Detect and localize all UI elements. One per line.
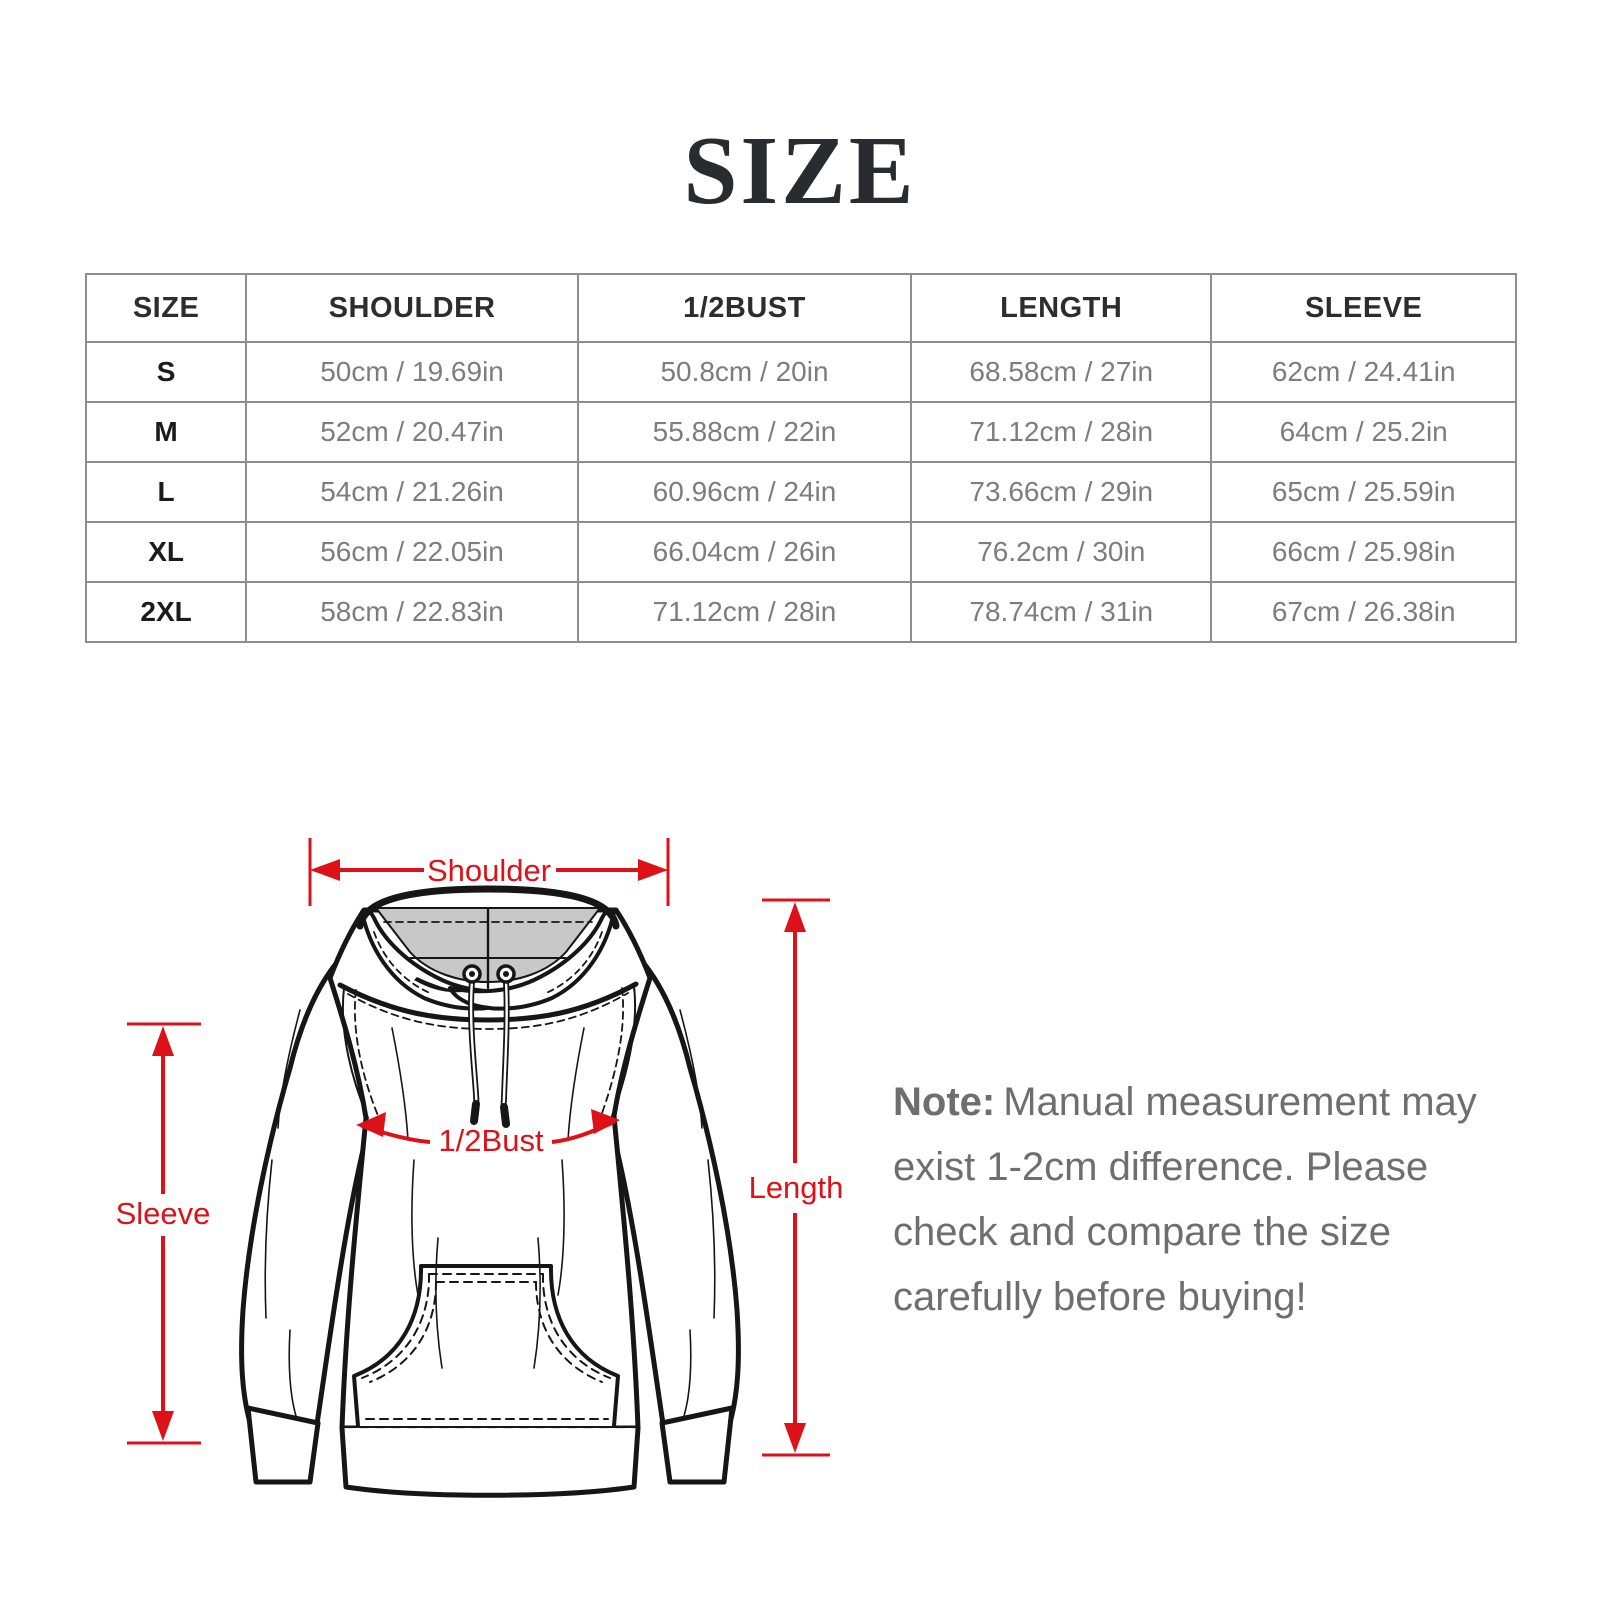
cell-size: M: [86, 402, 246, 462]
length-measure: [749, 900, 844, 1455]
shoulder-measure-label: Shoulder: [426, 853, 552, 888]
cell-sleeve: 65cm / 25.59in: [1211, 462, 1516, 522]
note-label: Note:: [893, 1080, 996, 1124]
page-title: SIZE: [683, 117, 917, 224]
cell-bust: 55.88cm / 22in: [578, 402, 911, 462]
cell-sleeve: 64cm / 25.2in: [1211, 402, 1516, 462]
cell-sleeve: 62cm / 24.41in: [1211, 342, 1516, 402]
cell-size: L: [86, 462, 246, 522]
header-bust: 1/2BUST: [578, 274, 911, 342]
cell-size: XL: [86, 522, 246, 582]
right-cuff: [662, 1408, 732, 1482]
note: [893, 1070, 1493, 1330]
header-sleeve: SLEEVE: [1211, 274, 1516, 342]
cell-shoulder: 56cm / 22.05in: [246, 522, 578, 582]
header-size: SIZE: [86, 274, 246, 342]
cell-shoulder: 50cm / 19.69in: [246, 342, 578, 402]
cell-size: 2XL: [86, 582, 246, 642]
hoodie-illustration: [242, 889, 739, 1495]
left-cuff: [248, 1408, 318, 1482]
left-eyelet-hole: [469, 971, 475, 977]
note-body: Manual measurement may exist 1-2cm difference. Please check and compare the size carefully before buying!: [893, 1080, 1477, 1319]
hem-band: [342, 1428, 638, 1495]
right-eyelet-hole: [503, 971, 509, 977]
cell-length: 71.12cm / 28in: [911, 402, 1211, 462]
cell-bust: 50.8cm / 20in: [578, 342, 911, 402]
shoulder-measure: [310, 838, 668, 906]
sleeve-measure: [116, 1024, 211, 1443]
bust-measure-label: 1/2Bust: [438, 1123, 544, 1158]
header-length: LENGTH: [911, 274, 1211, 342]
cell-length: 76.2cm / 30in: [911, 522, 1211, 582]
cell-bust: 66.04cm / 26in: [578, 522, 911, 582]
sleeve-measure-label: Sleeve: [115, 1196, 211, 1231]
cell-shoulder: 58cm / 22.83in: [246, 582, 578, 642]
cell-length: 78.74cm / 31in: [911, 582, 1211, 642]
cell-shoulder: 54cm / 21.26in: [246, 462, 578, 522]
cell-size: S: [86, 342, 246, 402]
cell-sleeve: 67cm / 26.38in: [1211, 582, 1516, 642]
cell-length: 68.58cm / 27in: [911, 342, 1211, 402]
header-shoulder: SHOULDER: [246, 274, 578, 342]
length-measure-label: Length: [748, 1170, 844, 1205]
cell-sleeve: 66cm / 25.98in: [1211, 522, 1516, 582]
cell-shoulder: 52cm / 20.47in: [246, 402, 578, 462]
cell-bust: 71.12cm / 28in: [578, 582, 911, 642]
cell-length: 73.66cm / 29in: [911, 462, 1211, 522]
cell-bust: 60.96cm / 24in: [578, 462, 911, 522]
